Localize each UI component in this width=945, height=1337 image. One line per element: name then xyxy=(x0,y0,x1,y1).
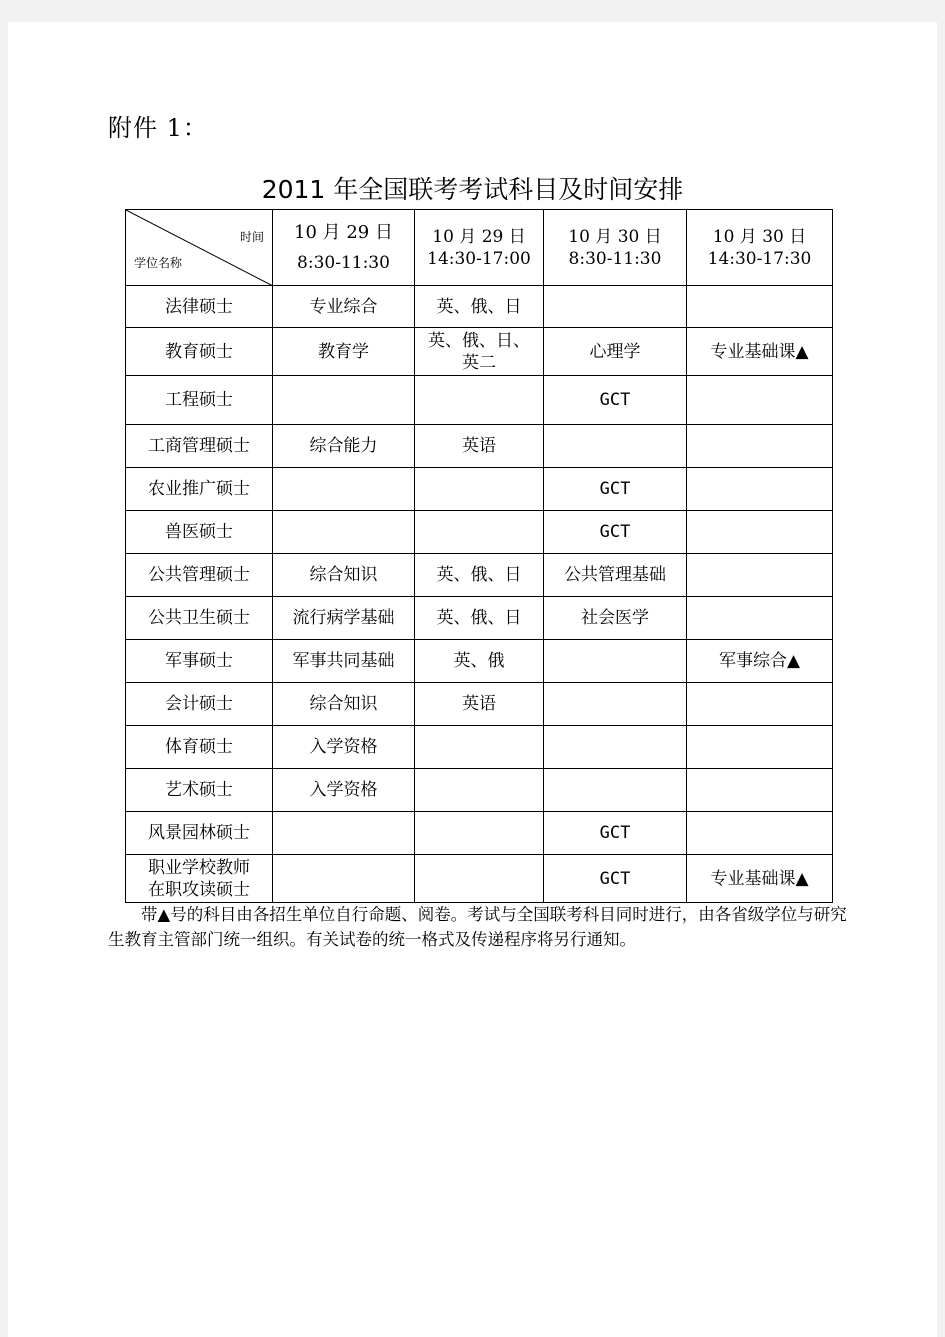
subject-cell: GCT xyxy=(544,468,687,511)
subject-cell xyxy=(544,425,687,468)
corner-time-label: 时间 xyxy=(239,230,264,244)
table-row xyxy=(126,511,833,554)
subject-cell: 军事共同基础 xyxy=(273,640,415,683)
subject-cell xyxy=(273,812,415,855)
subject-cell: GCT xyxy=(544,812,687,855)
table-header-row xyxy=(126,210,833,286)
subject-cell: GCT xyxy=(544,855,687,903)
subject-cell: GCT xyxy=(544,511,687,554)
subject-cell: 军事综合▲ xyxy=(687,640,833,683)
column-header-4 xyxy=(687,210,833,286)
subject-cell xyxy=(273,511,415,554)
column-time: 8:30-11:30 xyxy=(568,248,662,269)
table-row xyxy=(126,554,833,597)
table-row xyxy=(126,855,833,903)
degree-cell: 兽医硕士 xyxy=(126,511,273,554)
column-header-2 xyxy=(415,210,544,286)
subject-cell xyxy=(687,683,833,726)
degree-cell: 风景园林硕士 xyxy=(126,812,273,855)
column-date: 10 月 30 日 xyxy=(712,226,807,247)
subject-cell xyxy=(415,812,544,855)
table-row xyxy=(126,640,833,683)
degree-cell: 军事硕士 xyxy=(126,640,273,683)
degree-cell: 工程硕士 xyxy=(126,376,273,425)
subject-cell: 社会医学 xyxy=(544,597,687,640)
subject-cell xyxy=(415,855,544,903)
subject-cell: 英、俄、日 xyxy=(415,554,544,597)
subject-cell: 英语 xyxy=(415,425,544,468)
subject-cell xyxy=(687,376,833,425)
subject-cell xyxy=(415,726,544,769)
table-row xyxy=(126,812,833,855)
subject-cell xyxy=(687,769,833,812)
subject-cell xyxy=(687,468,833,511)
subject-cell xyxy=(415,376,544,425)
table-row xyxy=(126,726,833,769)
subject-cell: 英、俄、日 xyxy=(415,286,544,328)
subject-cell: 公共管理基础 xyxy=(544,554,687,597)
subject-cell: GCT xyxy=(544,376,687,425)
subject-cell xyxy=(544,769,687,812)
document-page xyxy=(8,22,937,1337)
subject-cell xyxy=(415,468,544,511)
subject-cell xyxy=(687,554,833,597)
subject-cell: 专业基础课▲ xyxy=(687,328,833,376)
column-time: 14:30-17:00 xyxy=(427,248,531,269)
subject-cell xyxy=(273,855,415,903)
attachment-label: 附件 1： xyxy=(108,114,208,142)
table-row xyxy=(126,597,833,640)
degree-cell: 农业推广硕士 xyxy=(126,468,273,511)
table-row xyxy=(126,769,833,812)
degree-cell: 会计硕士 xyxy=(126,683,273,726)
footnote-paragraph: 带▲号的科目由各招生单位自行命题、阅卷。考试与全国联考科目同时进行，由各省级学位与研究生教育主管部门统一组织。有关试卷的统一格式及传递程序将另行通知。 xyxy=(108,905,847,949)
subject-cell: 专业基础课▲ xyxy=(687,855,833,903)
column-header-1 xyxy=(273,210,415,286)
degree-cell: 教育硕士 xyxy=(126,328,273,376)
table-row xyxy=(126,286,833,328)
column-time: 14:30-17:30 xyxy=(707,248,812,269)
column-date: 10 月 30 日 xyxy=(568,226,662,247)
table-row xyxy=(126,376,833,425)
subject-cell: 入学资格 xyxy=(273,726,415,769)
subject-cell xyxy=(273,376,415,425)
table-row xyxy=(126,425,833,468)
header-corner-cell xyxy=(126,210,273,286)
subject-cell: 流行病学基础 xyxy=(273,597,415,640)
corner-degree-label: 学位名称 xyxy=(134,256,183,270)
subject-cell xyxy=(687,425,833,468)
subject-cell xyxy=(273,468,415,511)
exam-schedule-table xyxy=(125,209,833,903)
subject-cell: 英语 xyxy=(415,683,544,726)
table-row xyxy=(126,468,833,511)
degree-cell: 公共管理硕士 xyxy=(126,554,273,597)
subject-cell xyxy=(544,640,687,683)
subject-cell: 综合能力 xyxy=(273,425,415,468)
subject-cell xyxy=(687,726,833,769)
column-header-3 xyxy=(544,210,687,286)
column-date: 10 月 29 日 xyxy=(432,226,526,247)
subject-cell: 综合知识 xyxy=(273,683,415,726)
column-time: 8:30-11:30 xyxy=(297,252,390,273)
subject-cell: 英、俄、日 xyxy=(415,597,544,640)
subject-cell xyxy=(687,511,833,554)
degree-cell: 公共卫生硕士 xyxy=(126,597,273,640)
subject-cell xyxy=(687,597,833,640)
degree-cell: 法律硕士 xyxy=(126,286,273,328)
column-date: 10 月 29 日 xyxy=(294,221,393,243)
subject-cell: 专业综合 xyxy=(273,286,415,328)
degree-cell: 体育硕士 xyxy=(126,726,273,769)
subject-cell xyxy=(687,812,833,855)
subject-cell xyxy=(687,286,833,328)
document-title: 2011 年全国联考考试科目及时间安排 xyxy=(261,175,684,204)
subject-cell: 英、俄、日、英二 xyxy=(415,328,544,376)
subject-cell: 教育学 xyxy=(273,328,415,376)
subject-cell: 入学资格 xyxy=(273,769,415,812)
table-row xyxy=(126,328,833,376)
subject-cell: 心理学 xyxy=(544,328,687,376)
subject-cell: 综合知识 xyxy=(273,554,415,597)
degree-cell: 工商管理硕士 xyxy=(126,425,273,468)
table-row xyxy=(126,683,833,726)
degree-cell: 职业学校教师在职攻读硕士 xyxy=(126,855,273,903)
subject-cell xyxy=(544,683,687,726)
subject-cell xyxy=(544,726,687,769)
subject-cell xyxy=(415,769,544,812)
subject-cell xyxy=(544,286,687,328)
degree-cell: 艺术硕士 xyxy=(126,769,273,812)
subject-cell: 英、俄 xyxy=(415,640,544,683)
subject-cell xyxy=(415,511,544,554)
